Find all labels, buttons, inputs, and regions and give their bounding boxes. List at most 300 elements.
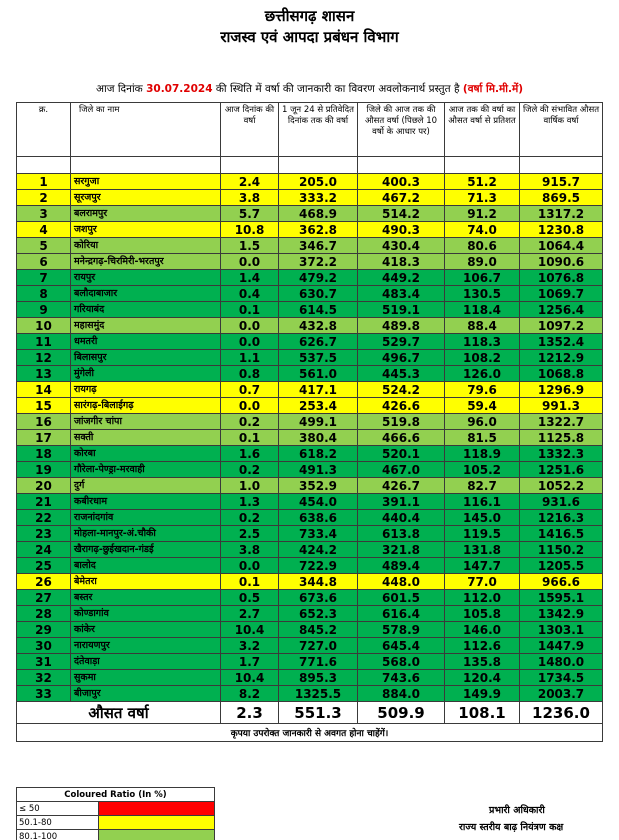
row-annual-avg: 1068.8 <box>520 366 603 382</box>
row-today-rain: 1.3 <box>221 494 279 510</box>
row-avg-rain: 601.5 <box>358 590 445 606</box>
table-row <box>17 238 603 254</box>
row-percent: 80.6 <box>445 238 520 254</box>
blank-row <box>17 157 603 174</box>
row-since-june-rain: 630.7 <box>279 286 358 302</box>
row-annual-avg: 1416.5 <box>520 526 603 542</box>
row-annual-avg: 1251.6 <box>520 462 603 478</box>
row-annual-avg: 1064.4 <box>520 238 603 254</box>
row-district-name: बलरामपुर <box>71 206 221 222</box>
legend-swatch-yellow <box>99 816 215 830</box>
row-serial: 5 <box>17 238 71 254</box>
row-percent: 145.0 <box>445 510 520 526</box>
row-district-name: राजनांदगांव <box>71 510 221 526</box>
row-avg-rain: 496.7 <box>358 350 445 366</box>
row-percent: 118.3 <box>445 334 520 350</box>
row-percent: 112.0 <box>445 590 520 606</box>
row-serial: 14 <box>17 382 71 398</box>
row-serial: 9 <box>17 302 71 318</box>
row-today-rain: 0.8 <box>221 366 279 382</box>
row-district-name: सुकमा <box>71 670 221 686</box>
average-today: 2.3 <box>221 702 279 724</box>
row-district-name: मुंगेली <box>71 366 221 382</box>
col-header-since-june: 1 जून 24 से प्रतिवेदित दिनांक तक की वर्षा <box>279 103 358 157</box>
row-serial: 27 <box>17 590 71 606</box>
row-district-name: कबीरधाम <box>71 494 221 510</box>
row-today-rain: 1.7 <box>221 654 279 670</box>
row-district-name: जांजगीर चांपा <box>71 414 221 430</box>
row-avg-rain: 489.4 <box>358 558 445 574</box>
row-annual-avg: 1256.4 <box>520 302 603 318</box>
row-today-rain: 0.0 <box>221 318 279 334</box>
row-percent: 119.5 <box>445 526 520 542</box>
report-subtitle <box>0 82 619 96</box>
row-serial: 26 <box>17 574 71 590</box>
row-annual-avg: 1342.9 <box>520 606 603 622</box>
row-district-name: बीजापुर <box>71 686 221 702</box>
table-row <box>17 286 603 302</box>
table-row <box>17 542 603 558</box>
table-row <box>17 446 603 462</box>
row-serial: 13 <box>17 366 71 382</box>
row-serial: 3 <box>17 206 71 222</box>
row-annual-avg: 1322.7 <box>520 414 603 430</box>
table-row <box>17 270 603 286</box>
table-row <box>17 398 603 414</box>
row-district-name: नारायणपुर <box>71 638 221 654</box>
row-percent: 118.4 <box>445 302 520 318</box>
row-serial: 10 <box>17 318 71 334</box>
row-annual-avg: 931.6 <box>520 494 603 510</box>
legend-header-row <box>17 788 215 802</box>
average-since-june: 551.3 <box>279 702 358 724</box>
page-title: छत्तीसगढ़ शासन <box>264 7 355 25</box>
signature-title: प्रभारी अधिकारी <box>489 805 545 816</box>
row-today-rain: 0.2 <box>221 462 279 478</box>
row-percent: 149.9 <box>445 686 520 702</box>
row-since-june-rain: 346.7 <box>279 238 358 254</box>
row-serial: 11 <box>17 334 71 350</box>
row-annual-avg: 1480.0 <box>520 654 603 670</box>
table-row <box>17 686 603 702</box>
row-since-june-rain: 733.4 <box>279 526 358 542</box>
row-today-rain: 0.0 <box>221 558 279 574</box>
row-since-june-rain: 253.4 <box>279 398 358 414</box>
row-today-rain: 0.0 <box>221 254 279 270</box>
average-avg-to-date: 509.9 <box>358 702 445 724</box>
row-since-june-rain: 626.7 <box>279 334 358 350</box>
row-district-name: रायगढ़ <box>71 382 221 398</box>
row-avg-rain: 483.4 <box>358 286 445 302</box>
row-avg-rain: 418.3 <box>358 254 445 270</box>
row-serial: 20 <box>17 478 71 494</box>
row-serial: 32 <box>17 670 71 686</box>
row-since-june-rain: 673.6 <box>279 590 358 606</box>
col-header-district: जिले का नाम <box>71 103 221 157</box>
row-today-rain: 0.1 <box>221 574 279 590</box>
row-annual-avg: 1205.5 <box>520 558 603 574</box>
row-today-rain: 0.1 <box>221 302 279 318</box>
row-percent: 77.0 <box>445 574 520 590</box>
table-row <box>17 334 603 350</box>
row-district-name: दंतेवाड़ा <box>71 654 221 670</box>
row-serial: 28 <box>17 606 71 622</box>
row-since-june-rain: 895.3 <box>279 670 358 686</box>
row-serial: 21 <box>17 494 71 510</box>
note-row <box>17 724 603 742</box>
row-today-rain: 2.4 <box>221 174 279 190</box>
row-since-june-rain: 454.0 <box>279 494 358 510</box>
row-district-name: गौरेला-पेण्ड्रा-मरवाही <box>71 462 221 478</box>
row-avg-rain: 578.9 <box>358 622 445 638</box>
row-percent: 131.8 <box>445 542 520 558</box>
table-row <box>17 526 603 542</box>
row-annual-avg: 1352.4 <box>520 334 603 350</box>
row-percent: 116.1 <box>445 494 520 510</box>
row-today-rain: 3.8 <box>221 190 279 206</box>
row-since-june-rain: 845.2 <box>279 622 358 638</box>
row-percent: 74.0 <box>445 222 520 238</box>
subtitle-middle: की स्थिति में वर्षा की जानकारी का विवरण अवलोकनार्थ प्रस्तुत है <box>215 83 460 95</box>
row-avg-rain: 321.8 <box>358 542 445 558</box>
row-percent: 79.6 <box>445 382 520 398</box>
row-since-june-rain: 344.8 <box>279 574 358 590</box>
row-avg-rain: 743.6 <box>358 670 445 686</box>
row-avg-rain: 467.0 <box>358 462 445 478</box>
legend-title: Coloured Ratio (In %) <box>17 788 215 802</box>
row-percent: 106.7 <box>445 270 520 286</box>
department-title: राजस्व एवं आपदा प्रबंधन विभाग <box>220 28 399 46</box>
row-annual-avg: 1303.1 <box>520 622 603 638</box>
footer-note: कृपया उपरोक्त जानकारी से अवगत होना चाहेंगें। <box>17 724 603 742</box>
row-since-june-rain: 614.5 <box>279 302 358 318</box>
row-serial: 15 <box>17 398 71 414</box>
table-row <box>17 478 603 494</box>
row-district-name: कोण्डागांव <box>71 606 221 622</box>
row-annual-avg: 1125.8 <box>520 430 603 446</box>
row-today-rain: 10.4 <box>221 622 279 638</box>
row-district-name: कोरिया <box>71 238 221 254</box>
row-serial: 1 <box>17 174 71 190</box>
row-annual-avg: 1230.8 <box>520 222 603 238</box>
col-header-annual: जिले की संभावित औसत वार्षिक वर्षा <box>520 103 603 157</box>
row-since-june-rain: 638.6 <box>279 510 358 526</box>
table-row <box>17 654 603 670</box>
col-header-today: आज दिनांक की वर्षा <box>221 103 279 157</box>
table-row <box>17 558 603 574</box>
row-avg-rain: 514.2 <box>358 206 445 222</box>
row-annual-avg: 869.5 <box>520 190 603 206</box>
row-since-june-rain: 417.1 <box>279 382 358 398</box>
row-today-rain: 0.1 <box>221 430 279 446</box>
table-row <box>17 510 603 526</box>
row-annual-avg: 966.6 <box>520 574 603 590</box>
row-percent: 105.2 <box>445 462 520 478</box>
row-district-name: जशपुर <box>71 222 221 238</box>
row-avg-rain: 466.6 <box>358 430 445 446</box>
row-annual-avg: 1090.6 <box>520 254 603 270</box>
table-row <box>17 318 603 334</box>
row-since-june-rain: 618.2 <box>279 446 358 462</box>
row-district-name: बलौदाबाजार <box>71 286 221 302</box>
row-district-name: मनेन्द्रगढ़-चिरमिरी-भरतपुर <box>71 254 221 270</box>
row-avg-rain: 391.1 <box>358 494 445 510</box>
row-percent: 108.2 <box>445 350 520 366</box>
row-since-june-rain: 652.3 <box>279 606 358 622</box>
row-today-rain: 10.4 <box>221 670 279 686</box>
row-percent: 96.0 <box>445 414 520 430</box>
row-avg-rain: 529.7 <box>358 334 445 350</box>
row-percent: 51.2 <box>445 174 520 190</box>
row-avg-rain: 568.0 <box>358 654 445 670</box>
row-serial: 25 <box>17 558 71 574</box>
row-percent: 120.4 <box>445 670 520 686</box>
row-district-name: कांकेर <box>71 622 221 638</box>
row-annual-avg: 1332.3 <box>520 446 603 462</box>
color-legend <box>16 787 215 840</box>
table-row <box>17 222 603 238</box>
row-percent: 135.8 <box>445 654 520 670</box>
legend-row <box>17 830 215 840</box>
table-row <box>17 622 603 638</box>
row-annual-avg: 915.7 <box>520 174 603 190</box>
row-district-name: बेमेतरा <box>71 574 221 590</box>
row-avg-rain: 616.4 <box>358 606 445 622</box>
row-district-name: सारंगढ़-बिलाईगढ़ <box>71 398 221 414</box>
row-avg-rain: 400.3 <box>358 174 445 190</box>
row-percent: 118.9 <box>445 446 520 462</box>
row-today-rain: 0.0 <box>221 398 279 414</box>
row-today-rain: 3.2 <box>221 638 279 654</box>
row-serial: 6 <box>17 254 71 270</box>
row-district-name: सक्ती <box>71 430 221 446</box>
row-percent: 71.3 <box>445 190 520 206</box>
average-percent: 108.1 <box>445 702 520 724</box>
row-percent: 59.4 <box>445 398 520 414</box>
table-row <box>17 606 603 622</box>
row-serial: 17 <box>17 430 71 446</box>
table-row <box>17 638 603 654</box>
row-serial: 31 <box>17 654 71 670</box>
row-district-name: खैरागढ़-छुईखदान-गंडई <box>71 542 221 558</box>
row-avg-rain: 520.1 <box>358 446 445 462</box>
row-annual-avg: 1216.3 <box>520 510 603 526</box>
row-district-name: बस्तर <box>71 590 221 606</box>
average-annual: 1236.0 <box>520 702 603 724</box>
table-row <box>17 350 603 366</box>
row-district-name: रायपुर <box>71 270 221 286</box>
row-district-name: बिलासपुर <box>71 350 221 366</box>
row-annual-avg: 1317.2 <box>520 206 603 222</box>
row-percent: 146.0 <box>445 622 520 638</box>
row-percent: 112.6 <box>445 638 520 654</box>
row-since-june-rain: 468.9 <box>279 206 358 222</box>
row-avg-rain: 613.8 <box>358 526 445 542</box>
row-serial: 4 <box>17 222 71 238</box>
row-today-rain: 0.7 <box>221 382 279 398</box>
row-avg-rain: 449.2 <box>358 270 445 286</box>
row-annual-avg: 1076.8 <box>520 270 603 286</box>
row-avg-rain: 440.4 <box>358 510 445 526</box>
row-annual-avg: 1150.2 <box>520 542 603 558</box>
table-row <box>17 174 603 190</box>
row-percent: 105.8 <box>445 606 520 622</box>
row-since-june-rain: 561.0 <box>279 366 358 382</box>
row-avg-rain: 645.4 <box>358 638 445 654</box>
row-district-name: दुर्ग <box>71 478 221 494</box>
row-annual-avg: 1097.2 <box>520 318 603 334</box>
row-today-rain: 1.0 <box>221 478 279 494</box>
row-since-june-rain: 380.4 <box>279 430 358 446</box>
row-annual-avg: 1069.7 <box>520 286 603 302</box>
row-since-june-rain: 372.2 <box>279 254 358 270</box>
table-row <box>17 494 603 510</box>
rainfall-table <box>16 102 603 742</box>
row-percent: 88.4 <box>445 318 520 334</box>
row-annual-avg: 991.3 <box>520 398 603 414</box>
unit-label: (वर्षा मि.मी.में) <box>462 83 524 95</box>
table-header-row <box>17 103 603 157</box>
row-serial: 7 <box>17 270 71 286</box>
row-since-june-rain: 205.0 <box>279 174 358 190</box>
row-percent: 91.2 <box>445 206 520 222</box>
row-today-rain: 2.5 <box>221 526 279 542</box>
table-row <box>17 414 603 430</box>
row-percent: 81.5 <box>445 430 520 446</box>
table-row <box>17 206 603 222</box>
row-since-june-rain: 1325.5 <box>279 686 358 702</box>
report-date: 30.07.2024 <box>146 83 213 95</box>
row-today-rain: 3.8 <box>221 542 279 558</box>
row-percent: 147.7 <box>445 558 520 574</box>
row-serial: 23 <box>17 526 71 542</box>
row-annual-avg: 1296.9 <box>520 382 603 398</box>
row-today-rain: 1.4 <box>221 270 279 286</box>
row-since-june-rain: 537.5 <box>279 350 358 366</box>
row-today-rain: 2.7 <box>221 606 279 622</box>
row-percent: 89.0 <box>445 254 520 270</box>
row-avg-rain: 445.3 <box>358 366 445 382</box>
table-row <box>17 574 603 590</box>
row-today-rain: 1.1 <box>221 350 279 366</box>
row-since-june-rain: 432.8 <box>279 318 358 334</box>
row-since-june-rain: 352.9 <box>279 478 358 494</box>
row-serial: 33 <box>17 686 71 702</box>
col-header-serial: क्र. <box>17 103 71 157</box>
row-serial: 24 <box>17 542 71 558</box>
row-percent: 130.5 <box>445 286 520 302</box>
table-row <box>17 190 603 206</box>
row-serial: 19 <box>17 462 71 478</box>
row-annual-avg: 1052.2 <box>520 478 603 494</box>
row-district-name: सरगुजा <box>71 174 221 190</box>
row-avg-rain: 426.7 <box>358 478 445 494</box>
row-annual-avg: 1734.5 <box>520 670 603 686</box>
legend-row <box>17 816 215 830</box>
table-row <box>17 590 603 606</box>
row-since-june-rain: 727.0 <box>279 638 358 654</box>
row-serial: 16 <box>17 414 71 430</box>
row-today-rain: 0.0 <box>221 334 279 350</box>
legend-swatch-red <box>99 802 215 816</box>
row-today-rain: 8.2 <box>221 686 279 702</box>
table-row <box>17 430 603 446</box>
table-row <box>17 382 603 398</box>
row-annual-avg: 1595.1 <box>520 590 603 606</box>
row-today-rain: 0.2 <box>221 414 279 430</box>
row-district-name: कोरबा <box>71 446 221 462</box>
table-row <box>17 254 603 270</box>
row-district-name: सूरजपुर <box>71 190 221 206</box>
row-district-name: बालोद <box>71 558 221 574</box>
row-serial: 22 <box>17 510 71 526</box>
row-since-june-rain: 424.2 <box>279 542 358 558</box>
table-row <box>17 462 603 478</box>
col-header-percent: आज तक की वर्षा का औसत वर्षा से प्रतिशत <box>445 103 520 157</box>
row-avg-rain: 519.8 <box>358 414 445 430</box>
row-annual-avg: 1212.9 <box>520 350 603 366</box>
row-today-rain: 1.5 <box>221 238 279 254</box>
row-avg-rain: 524.2 <box>358 382 445 398</box>
row-since-june-rain: 722.9 <box>279 558 358 574</box>
subtitle-prefix: आज दिनांक <box>95 83 143 95</box>
average-row <box>17 702 603 724</box>
row-since-june-rain: 491.3 <box>279 462 358 478</box>
row-serial: 8 <box>17 286 71 302</box>
row-avg-rain: 430.4 <box>358 238 445 254</box>
row-since-june-rain: 479.2 <box>279 270 358 286</box>
row-avg-rain: 519.1 <box>358 302 445 318</box>
table-row <box>17 670 603 686</box>
row-annual-avg: 2003.7 <box>520 686 603 702</box>
signature-office: राज्य स्तरीय बाढ़ नियंत्रण कक्ष <box>459 822 564 833</box>
table-row <box>17 366 603 382</box>
row-serial: 30 <box>17 638 71 654</box>
row-serial: 18 <box>17 446 71 462</box>
row-serial: 29 <box>17 622 71 638</box>
row-since-june-rain: 333.2 <box>279 190 358 206</box>
row-since-june-rain: 499.1 <box>279 414 358 430</box>
legend-range: 80.1-100 <box>17 830 99 840</box>
row-today-rain: 10.8 <box>221 222 279 238</box>
col-header-avg-to-date: जिले की आज तक की औसत वर्षा (पिछले 10 वर्षो के आधार पर) <box>358 103 445 157</box>
row-annual-avg: 1447.9 <box>520 638 603 654</box>
legend-range: 50.1-80 <box>17 816 99 830</box>
row-district-name: गरियाबंद <box>71 302 221 318</box>
row-percent: 126.0 <box>445 366 520 382</box>
row-avg-rain: 884.0 <box>358 686 445 702</box>
row-since-june-rain: 771.6 <box>279 654 358 670</box>
row-today-rain: 0.4 <box>221 286 279 302</box>
legend-range: ≤ 50 <box>17 802 99 816</box>
row-today-rain: 5.7 <box>221 206 279 222</box>
row-today-rain: 1.6 <box>221 446 279 462</box>
row-district-name: महासमुंद <box>71 318 221 334</box>
row-avg-rain: 448.0 <box>358 574 445 590</box>
row-serial: 2 <box>17 190 71 206</box>
row-today-rain: 0.2 <box>221 510 279 526</box>
row-avg-rain: 489.8 <box>358 318 445 334</box>
row-avg-rain: 426.6 <box>358 398 445 414</box>
average-label: औसत वर्षा <box>17 702 221 724</box>
legend-swatch-light-green <box>99 830 215 840</box>
row-district-name: मोहला-मानपुर-अं.चौकी <box>71 526 221 542</box>
row-avg-rain: 467.2 <box>358 190 445 206</box>
row-avg-rain: 490.3 <box>358 222 445 238</box>
table-row <box>17 302 603 318</box>
row-serial: 12 <box>17 350 71 366</box>
row-since-june-rain: 362.8 <box>279 222 358 238</box>
